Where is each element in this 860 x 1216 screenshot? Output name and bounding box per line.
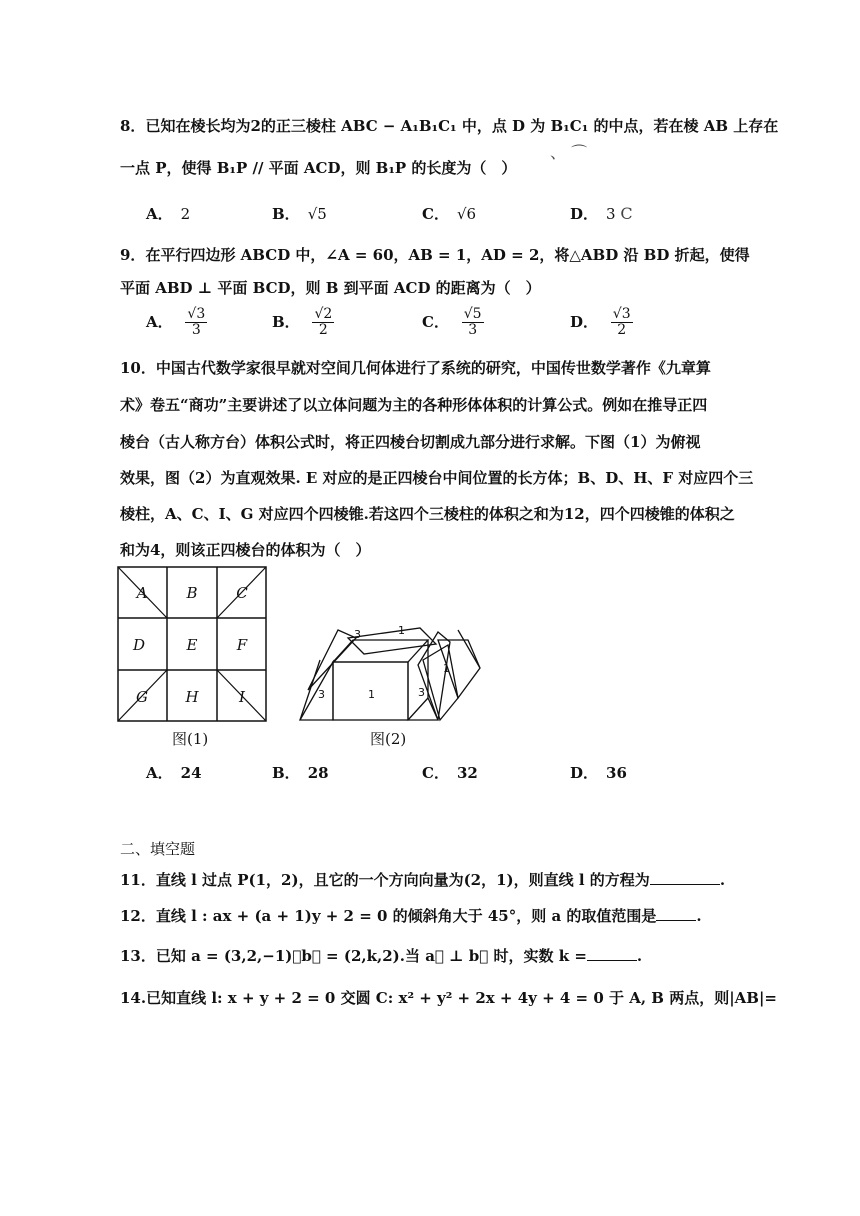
q8-line1: 8．已知在棱长均为2的正三棱柱 ABC − A₁B₁C₁ 中，点 D 为 B₁C₁ 的中点，若在棱 AB 上存在 bbox=[120, 117, 779, 135]
q9-option-b: B． $\frac{√2}{2}$ bbox=[272, 306, 333, 339]
q13-answer-blank[interactable] bbox=[587, 946, 637, 961]
q9-option-a: A． $\frac{√3}{3}$ bbox=[146, 306, 206, 339]
q10-line5: 棱柱，A、C、I、G 对应四个四棱锥.若这四个三棱柱的体积之和为12，四个四棱锥的体积之 bbox=[120, 505, 735, 523]
figure-1-caption: 图(1) bbox=[172, 730, 209, 748]
q10-line1: 10．中国古代数学家很早就对空间几何体进行了系统的研究，中国传世数学著作《九章算 bbox=[120, 359, 711, 377]
q10-option-d: D． 36 bbox=[570, 764, 627, 782]
q8-option-a: A． 2 bbox=[146, 205, 191, 223]
q10-line2: 术》卷五“商功”主要讲述了以立体问题为主的各种形体体积的计算公式。例如在推导正四 bbox=[120, 396, 708, 414]
fig2-mark-3: 1 bbox=[443, 662, 450, 675]
grid-label-e: E bbox=[186, 636, 198, 654]
grid-label-g: G bbox=[136, 688, 148, 706]
figure-1-grid bbox=[117, 566, 267, 722]
q8-option-d: D． 3 C bbox=[570, 204, 633, 223]
q9-line1: 9．在平行四边形 ABCD 中，∠A = 60，AB = 1，AD = 2，将△ABD 沿 BD 折起，使得 bbox=[120, 246, 750, 264]
q12-answer-blank[interactable] bbox=[656, 906, 696, 921]
section-title: 二、填空题 bbox=[120, 840, 196, 858]
q8-option-b: B． √5 bbox=[272, 205, 327, 223]
figure-2-frustum bbox=[298, 620, 483, 724]
figure-2-caption: 图(2) bbox=[370, 730, 407, 748]
handwriting-c: C bbox=[620, 204, 633, 223]
q9-option-d: D． $\frac{√3}{2}$ bbox=[570, 306, 631, 339]
grid-label-f: F bbox=[236, 636, 248, 654]
q13: 13．已知 a = (3,2,−1)，b⃗ = (2,k,2).当 a⃗ ⊥ b⃗ 时，实数 k = . bbox=[120, 947, 643, 965]
grid-label-c: C bbox=[236, 584, 248, 602]
grid-label-h: H bbox=[185, 688, 199, 706]
handwriting-mark: 、 ⌒ bbox=[550, 143, 588, 162]
fig2-mark-2: 1 bbox=[398, 624, 405, 637]
q10-option-b: B． 28 bbox=[272, 764, 329, 782]
grid-label-i: I bbox=[239, 688, 245, 706]
q10-line3: 棱台（古人称方台）体积公式时，将正四棱台切割成九部分进行求解。下图（1）为俯视 bbox=[120, 433, 701, 451]
fig2-mark-1: 1 bbox=[368, 688, 375, 701]
q9-option-c: C． $\frac{√5}{3}$ bbox=[422, 306, 482, 339]
grid-label-d: D bbox=[132, 636, 146, 654]
q14: 14.已知直线 l: x + y + 2 = 0 交圆 C: x² + y² + 2x + 4y + 4 = 0 于 A, B 两点，则|AB|= bbox=[120, 989, 777, 1007]
fig2-mark-6: 3 bbox=[354, 628, 361, 641]
fig2-mark-4: 3 bbox=[318, 688, 325, 701]
q10-line6: 和为4，则该正四棱台的体积为（ ） bbox=[120, 541, 371, 559]
q8-line2: 一点 P，使得 B₁P // 平面 ACD，则 B₁P 的长度为（ ） bbox=[120, 159, 517, 177]
q8-option-c: C． √6 bbox=[422, 205, 477, 223]
grid-label-a: A bbox=[136, 584, 148, 602]
fig2-mark-5: 3 bbox=[418, 686, 425, 699]
grid-label-b: B bbox=[186, 584, 198, 602]
q11: 11．直线 l 过点 P(1，2)，且它的一个方向向量为(2，1)，则直线 l 的方程为 . bbox=[120, 871, 726, 889]
q9-line2: 平面 ABD ⊥ 平面 BCD，则 B 到平面 ACD 的距离为（ ） bbox=[120, 279, 541, 297]
q10-line4: 效果，图（2）为直观效果. E 对应的是正四棱台中间位置的长方体；B、D、H、F 对应四个三 bbox=[120, 469, 754, 487]
q10-option-a: A． 24 bbox=[146, 764, 202, 782]
q11-answer-blank[interactable] bbox=[650, 870, 720, 885]
q10-option-c: C． 32 bbox=[422, 764, 478, 782]
q12: 12．直线 l : ax + (a + 1)y + 2 = 0 的倾斜角大于 45°，则 a 的取值范围是 . bbox=[120, 907, 702, 925]
